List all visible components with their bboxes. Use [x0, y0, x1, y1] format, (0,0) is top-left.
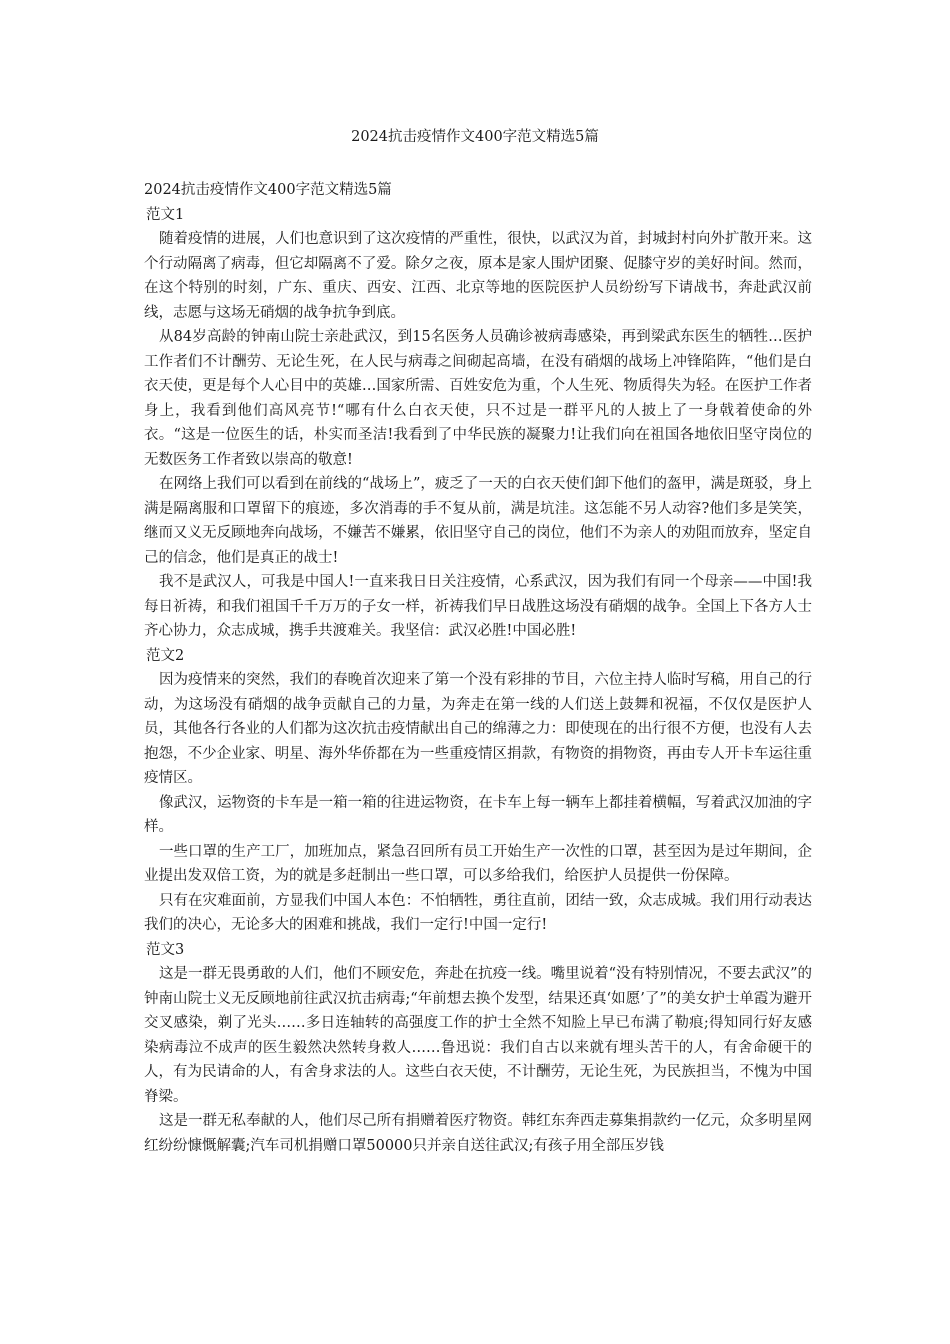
- document-title: 2024抗击疫情作文400字范文精选5篇: [351, 129, 599, 145]
- body-paragraph: 从84岁高龄的钟南山院士亲赴武汉，到15名医务人员确诊被病毒感染，再到梁武东医生的牺牲…医护工作者们不计酬劳、无论生死，在人民与病毒之间砌起高墙，在没有硝烟的战场上冲锋陷阵，“他们是白衣天使，更是每个人心目中的英雄…国家所需、百姓安危为重，个人生死、物质得失为轻。在医护工作者身上，我看到他们高风亮节!“哪有什么白衣天使，只不过是一群平凡的人披上了一身戟着使命的外衣。“这是一位医生的话，朴实而圣洁!我看到了中华民族的凝聚力!让我们向在祖国各地依旧坚守岗位的无数医务工作者致以崇高的敬意!: [144, 329, 812, 468]
- body-paragraph: 我不是武汉人，可我是中国人!一直来我日日关注疫情，心系武汉，因为我们有同一个母亲——中国!我每日祈祷，和我们祖国千千万万的子女一样，祈祷我们早日战胜这场没有硝烟的战争。全国上下各方人士齐心协力，众志成城，携手共渡难关。我坚信：武汉必胜!中国必胜!: [144, 574, 812, 639]
- body-paragraph: 像武汉，运物资的卡车是一箱一箱的往进运物资，在卡车上每一辆车上都挂着横幅，写着武汉加油的字样。: [144, 794, 812, 835]
- body-paragraph: 在网络上我们可以看到在前线的“战场上”，疲乏了一天的白衣天使们卸下他们的盔甲，满是斑驳，身上满是隔离服和口罩留下的痕迹，多次消毒的手不复从前，满是坑洼。这怎能不另人动容?他们多是笑笑，继而又义无反顾地奔向战场，不嫌苦不嫌累，依旧坚守自己的岗位，他们不为亲人的劝阻而放弃，坚定自己的信念，他们是真正的战士!: [144, 476, 812, 566]
- body-paragraph: 这是一群无畏勇敢的人们，他们不顾安危，奔赴在抗疫一线。嘴里说着“没有特别情况，不要去武汉”的钟南山院士义无反顾地前往武汉抗击病毒;“年前想去换个发型，结果还真‘如愿’了”的美女护士单霞为避开交叉感染，剃了光头……多日连轴转的高强度工作的护士全然不知脸上早已布满了勒痕;得知同行好友感染病毒泣不成声的医生毅然决然转身救人……鲁迅说：我们自古以来就有埋头苦干的人，有舍命硬干的人，有为民请命的人，有舍身求法的人。这些白衣天使，不计酬劳，无论生死，为民族担当，不愧为中国脊梁。: [144, 966, 812, 1105]
- section-heading: 范文1: [146, 206, 185, 223]
- document-subtitle: 2024抗击疫情作文400字范文精选5篇: [144, 182, 392, 198]
- body-paragraph: 随着疫情的进展，人们也意识到了这次疫情的严重性，很快，以武汉为首，封城封村向外扩散开来。这个行动隔离了病毒，但它却隔离不了爱。除夕之夜，原本是家人围炉团聚、促膝守岁的美好时间。然而，在这个特别的时刻，广东、重庆、西安、江西、北京等地的医院医护人员纷纷写下请战书，奔赴武汉前线，志愿与这场无硝烟的战争抗争到底。: [144, 231, 812, 321]
- document-blocks: [144, 203, 812, 1159]
- body-paragraph: 这是一群无私奉献的人，他们尽己所有捐赠着医疗物资。韩红东奔西走募集捐款约一亿元，众多明星网红纷纷慷慨解囊;汽车司机捐赠口罩50000只并亲自送往武汉;有孩子用全部压岁钱: [144, 1113, 812, 1154]
- body-paragraph: 只有在灾难面前，方显我们中国人本色：不怕牺牲，勇往直前，团结一致，众志成城。我们用行动表达我们的决心，无论多大的困难和挑战，我们一定行!中国一定行!: [144, 892, 812, 933]
- section-heading: 范文2: [146, 647, 185, 664]
- section-heading: 范文3: [146, 941, 185, 958]
- body-paragraph: 因为疫情来的突然，我们的春晚首次迎来了第一个没有彩排的节目，六位主持人临时写稿，用自己的行动，为这场没有硝烟的战争贡献自己的力量，为奔走在第一线的人们送上鼓舞和祝福，不仅仅是医护人员，其他各行各业的人们都为这次抗击疫情献出自己的绵薄之力：即使现在的出行很不方便，也没有人去抱怨，不少企业家、明星、海外华侨都在为一些重疫情区捐款，有物资的捐物资，再由专人开卡车运往重疫情区。: [144, 672, 812, 786]
- document-body: [144, 178, 812, 1158]
- body-paragraph: 一些口罩的生产工厂，加班加点，紧急召回所有员工开始生产一次性的口罩，甚至因为是过年期间，企业提出发双倍工资，为的就是多赶制出一些口罩，可以多给我们，给医护人员提供一份保障。: [144, 843, 812, 884]
